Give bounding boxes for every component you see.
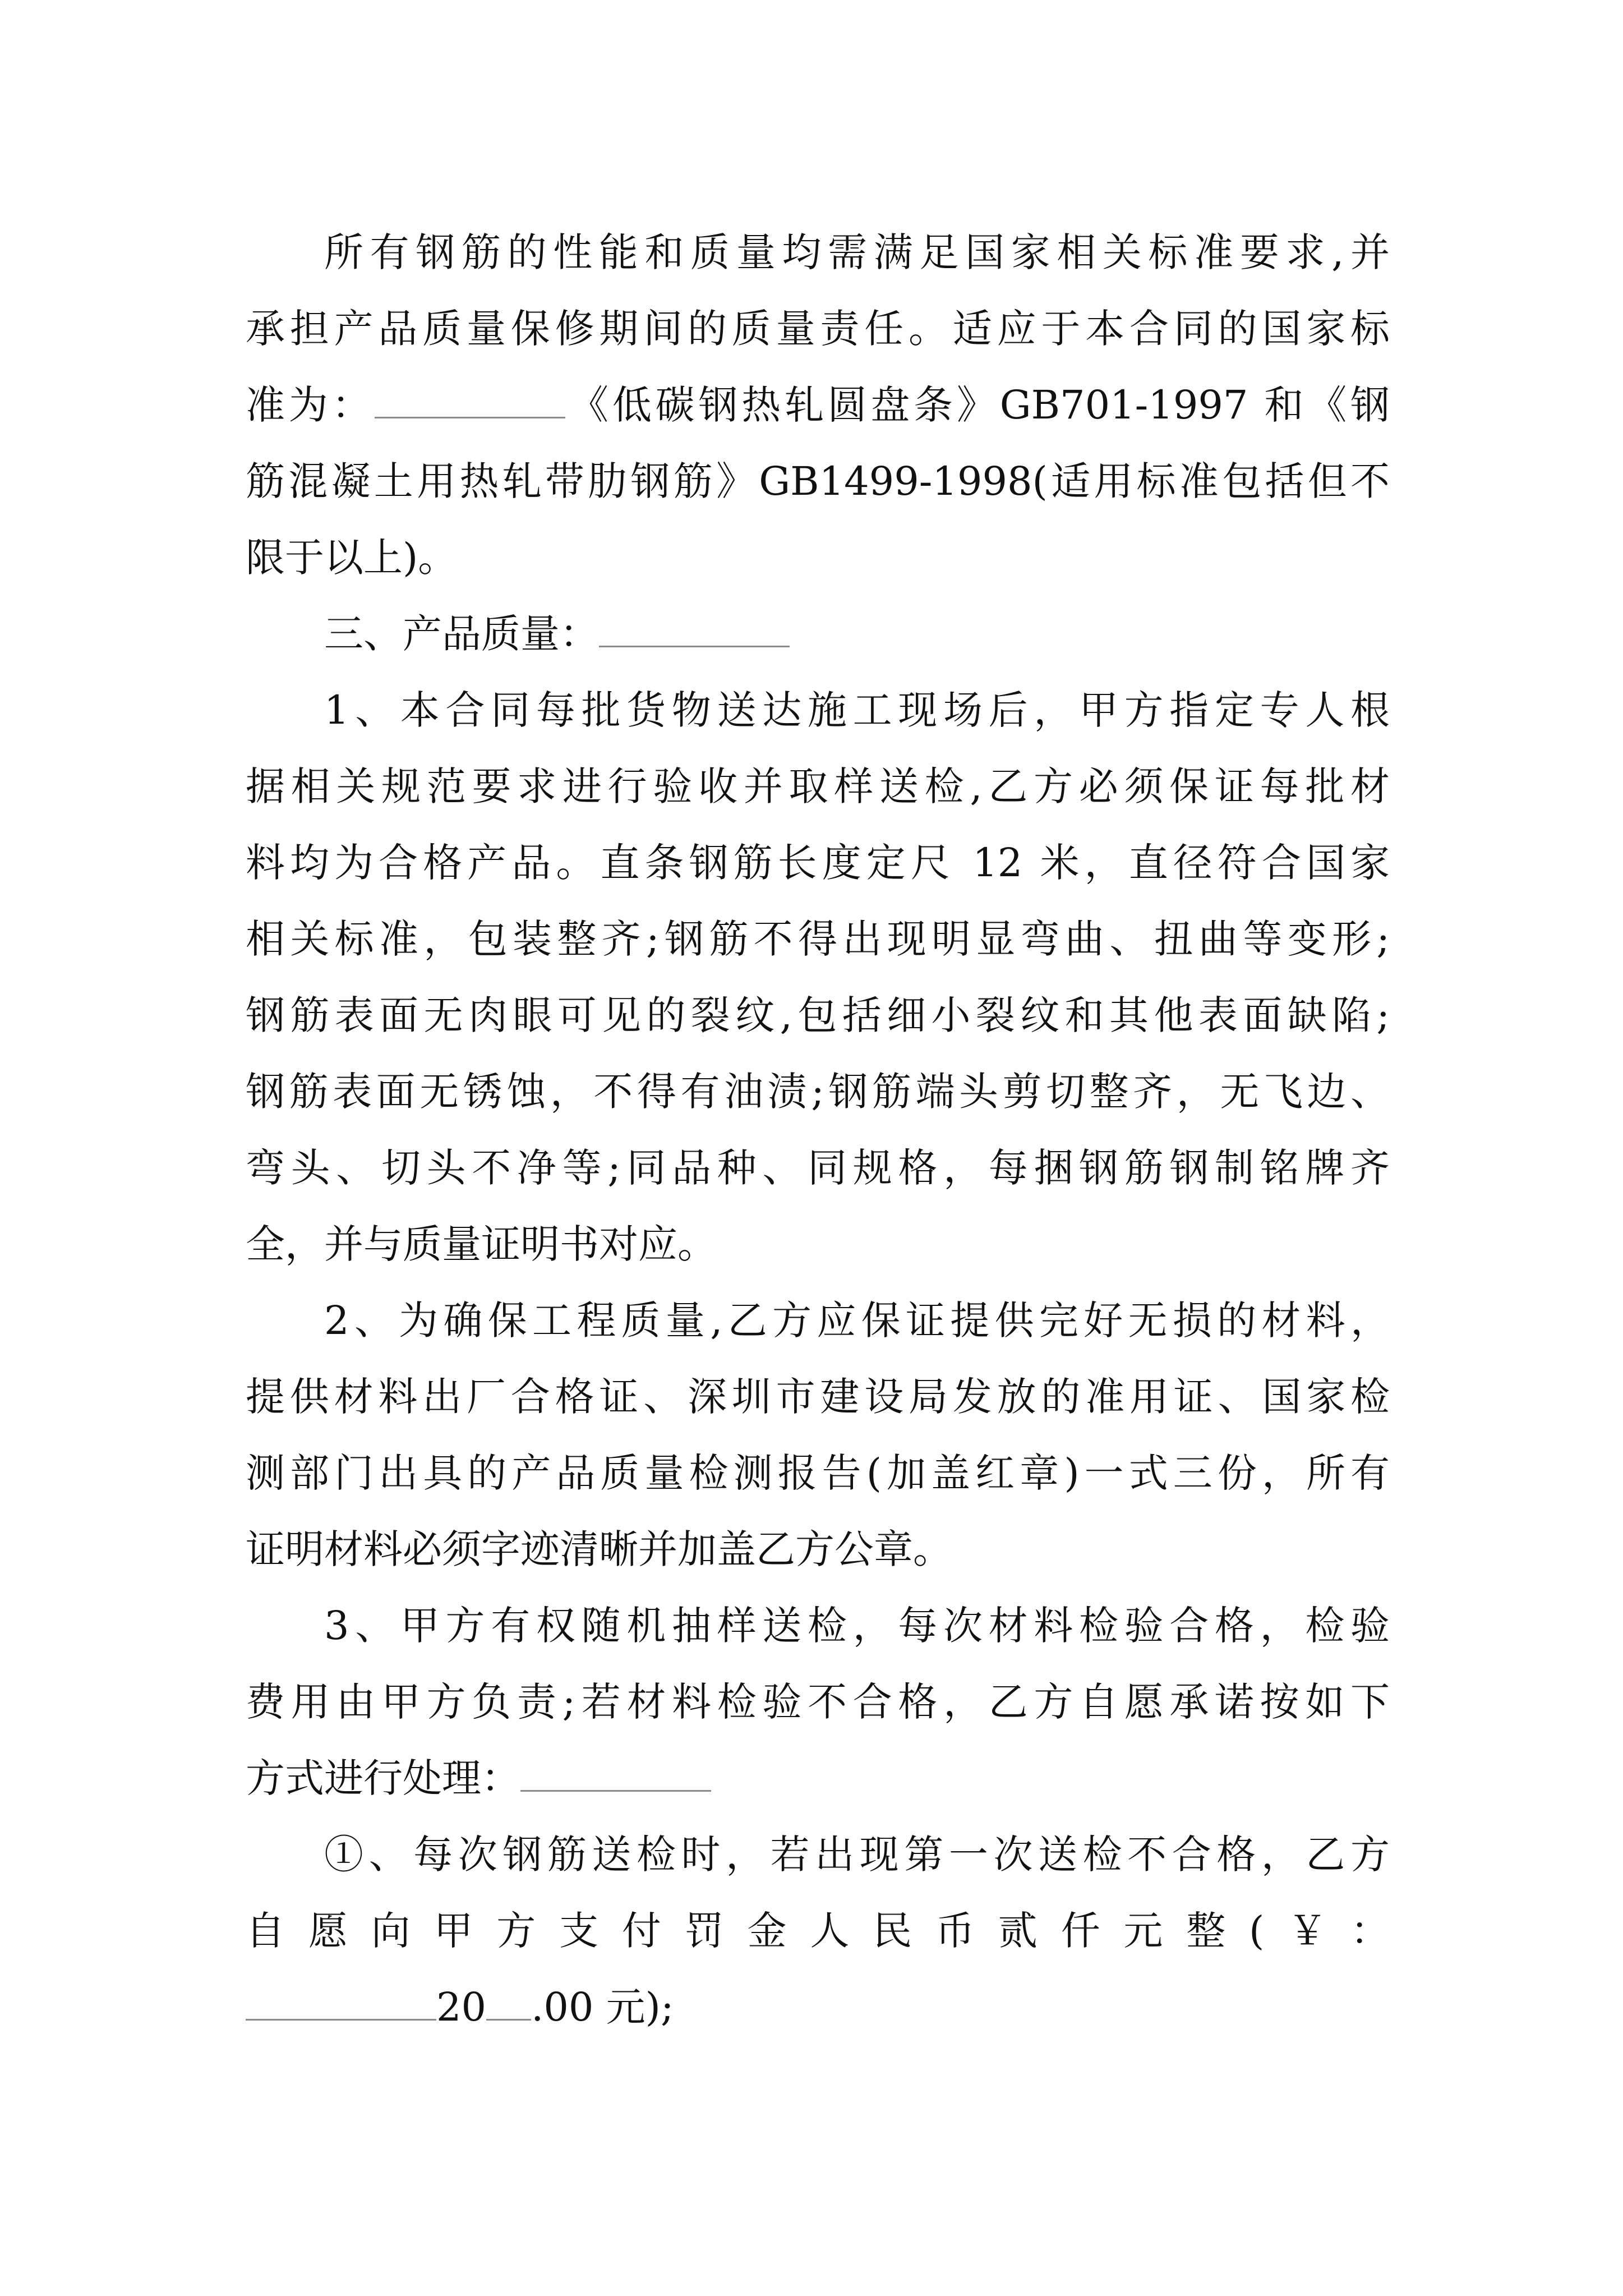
text-line-12: 钢筋表面无锈蚀，不得有油渍;钢筋端头剪切整齐，无飞边、 <box>246 1069 1390 1115</box>
text-line-15: 2、为确保工程质量,乙方应保证提供完好无损的材料， <box>324 1297 1390 1343</box>
text-line-8: 据相关规范要求进行验收并取样送检,乙方必须保证每批材 <box>246 763 1390 809</box>
document-page <box>246 214 1390 2045</box>
section-heading-product-quality <box>246 596 1390 672</box>
text-line-13: 弯头、切头不净等;同品种、同规格，每捆钢筋钢制铭牌齐 <box>246 1145 1390 1191</box>
text-segment: .00 元); <box>531 1984 674 2030</box>
text-line-1: 所有钢筋的性能和质量均需满足国家相关标准要求,并 <box>324 229 1390 275</box>
text-line-22: ①、每次钢筋送检时，若出现第一次送检不合格，乙方 <box>324 1832 1390 1878</box>
fill-in-blank <box>599 609 790 648</box>
text-line-14: 全，并与质量证明书对应。 <box>246 1221 717 1267</box>
text-segment: 方式进行处理： <box>246 1755 520 1801</box>
text-line-5: 限于以上)。 <box>246 535 458 581</box>
text-line-4: 筋混凝土用热轧带肋钢筋》GB1499-1998(适用标准包括但不 <box>246 458 1390 504</box>
text-line-10: 相关标准，包装整齐;钢筋不得出现明显弯曲、扭曲等变形; <box>246 916 1390 962</box>
fill-in-blank <box>486 1982 531 2021</box>
text-line-7: 1、本合同每批货物送达施工现场后，甲方指定专人根 <box>324 687 1390 733</box>
text-line-2: 承担产品质量保修期间的质量责任。适应于本合同的国家标 <box>246 306 1390 352</box>
text-line-24 <box>246 1969 1390 2045</box>
text-line-11: 钢筋表面无肉眼可见的裂纹,包括细小裂纹和其他表面缺陷; <box>246 992 1390 1038</box>
fill-in-blank <box>520 1753 711 1792</box>
section-heading-text: 三、产品质量： <box>324 611 599 657</box>
text-segment: 《低碳钢热轧圆盘条》GB701-1997 和《钢 <box>565 382 1390 428</box>
text-line-3 <box>246 367 1390 443</box>
text-line-20: 费用由甲方负责;若材料检验不合格，乙方自愿承诺按如下 <box>246 1679 1390 1725</box>
fill-in-blank <box>375 380 565 419</box>
text-line-18: 证明材料必须字迹清晰并加盖乙方公章。 <box>246 1526 952 1572</box>
text-line-19: 3、甲方有权随机抽样送检，每次材料检验合格，检验 <box>324 1603 1390 1649</box>
fill-in-blank <box>246 1982 436 2021</box>
text-line-9: 料均为合格产品。直条钢筋长度定尺 12 米，直径符合国家 <box>246 840 1390 886</box>
text-segment: 准为： <box>246 382 375 428</box>
text-line-21 <box>246 1740 1390 1816</box>
text-line-16: 提供材料出厂合格证、深圳市建设局发放的准用证、国家检 <box>246 1374 1390 1420</box>
text-line-23: 自愿向甲方支付罚金人民币贰仟元整(￥： <box>246 1908 1390 1954</box>
penalty-amount: 20 <box>436 1984 487 2030</box>
text-line-17: 测部门出具的产品质量检测报告(加盖红章)一式三份，所有 <box>246 1450 1390 1496</box>
